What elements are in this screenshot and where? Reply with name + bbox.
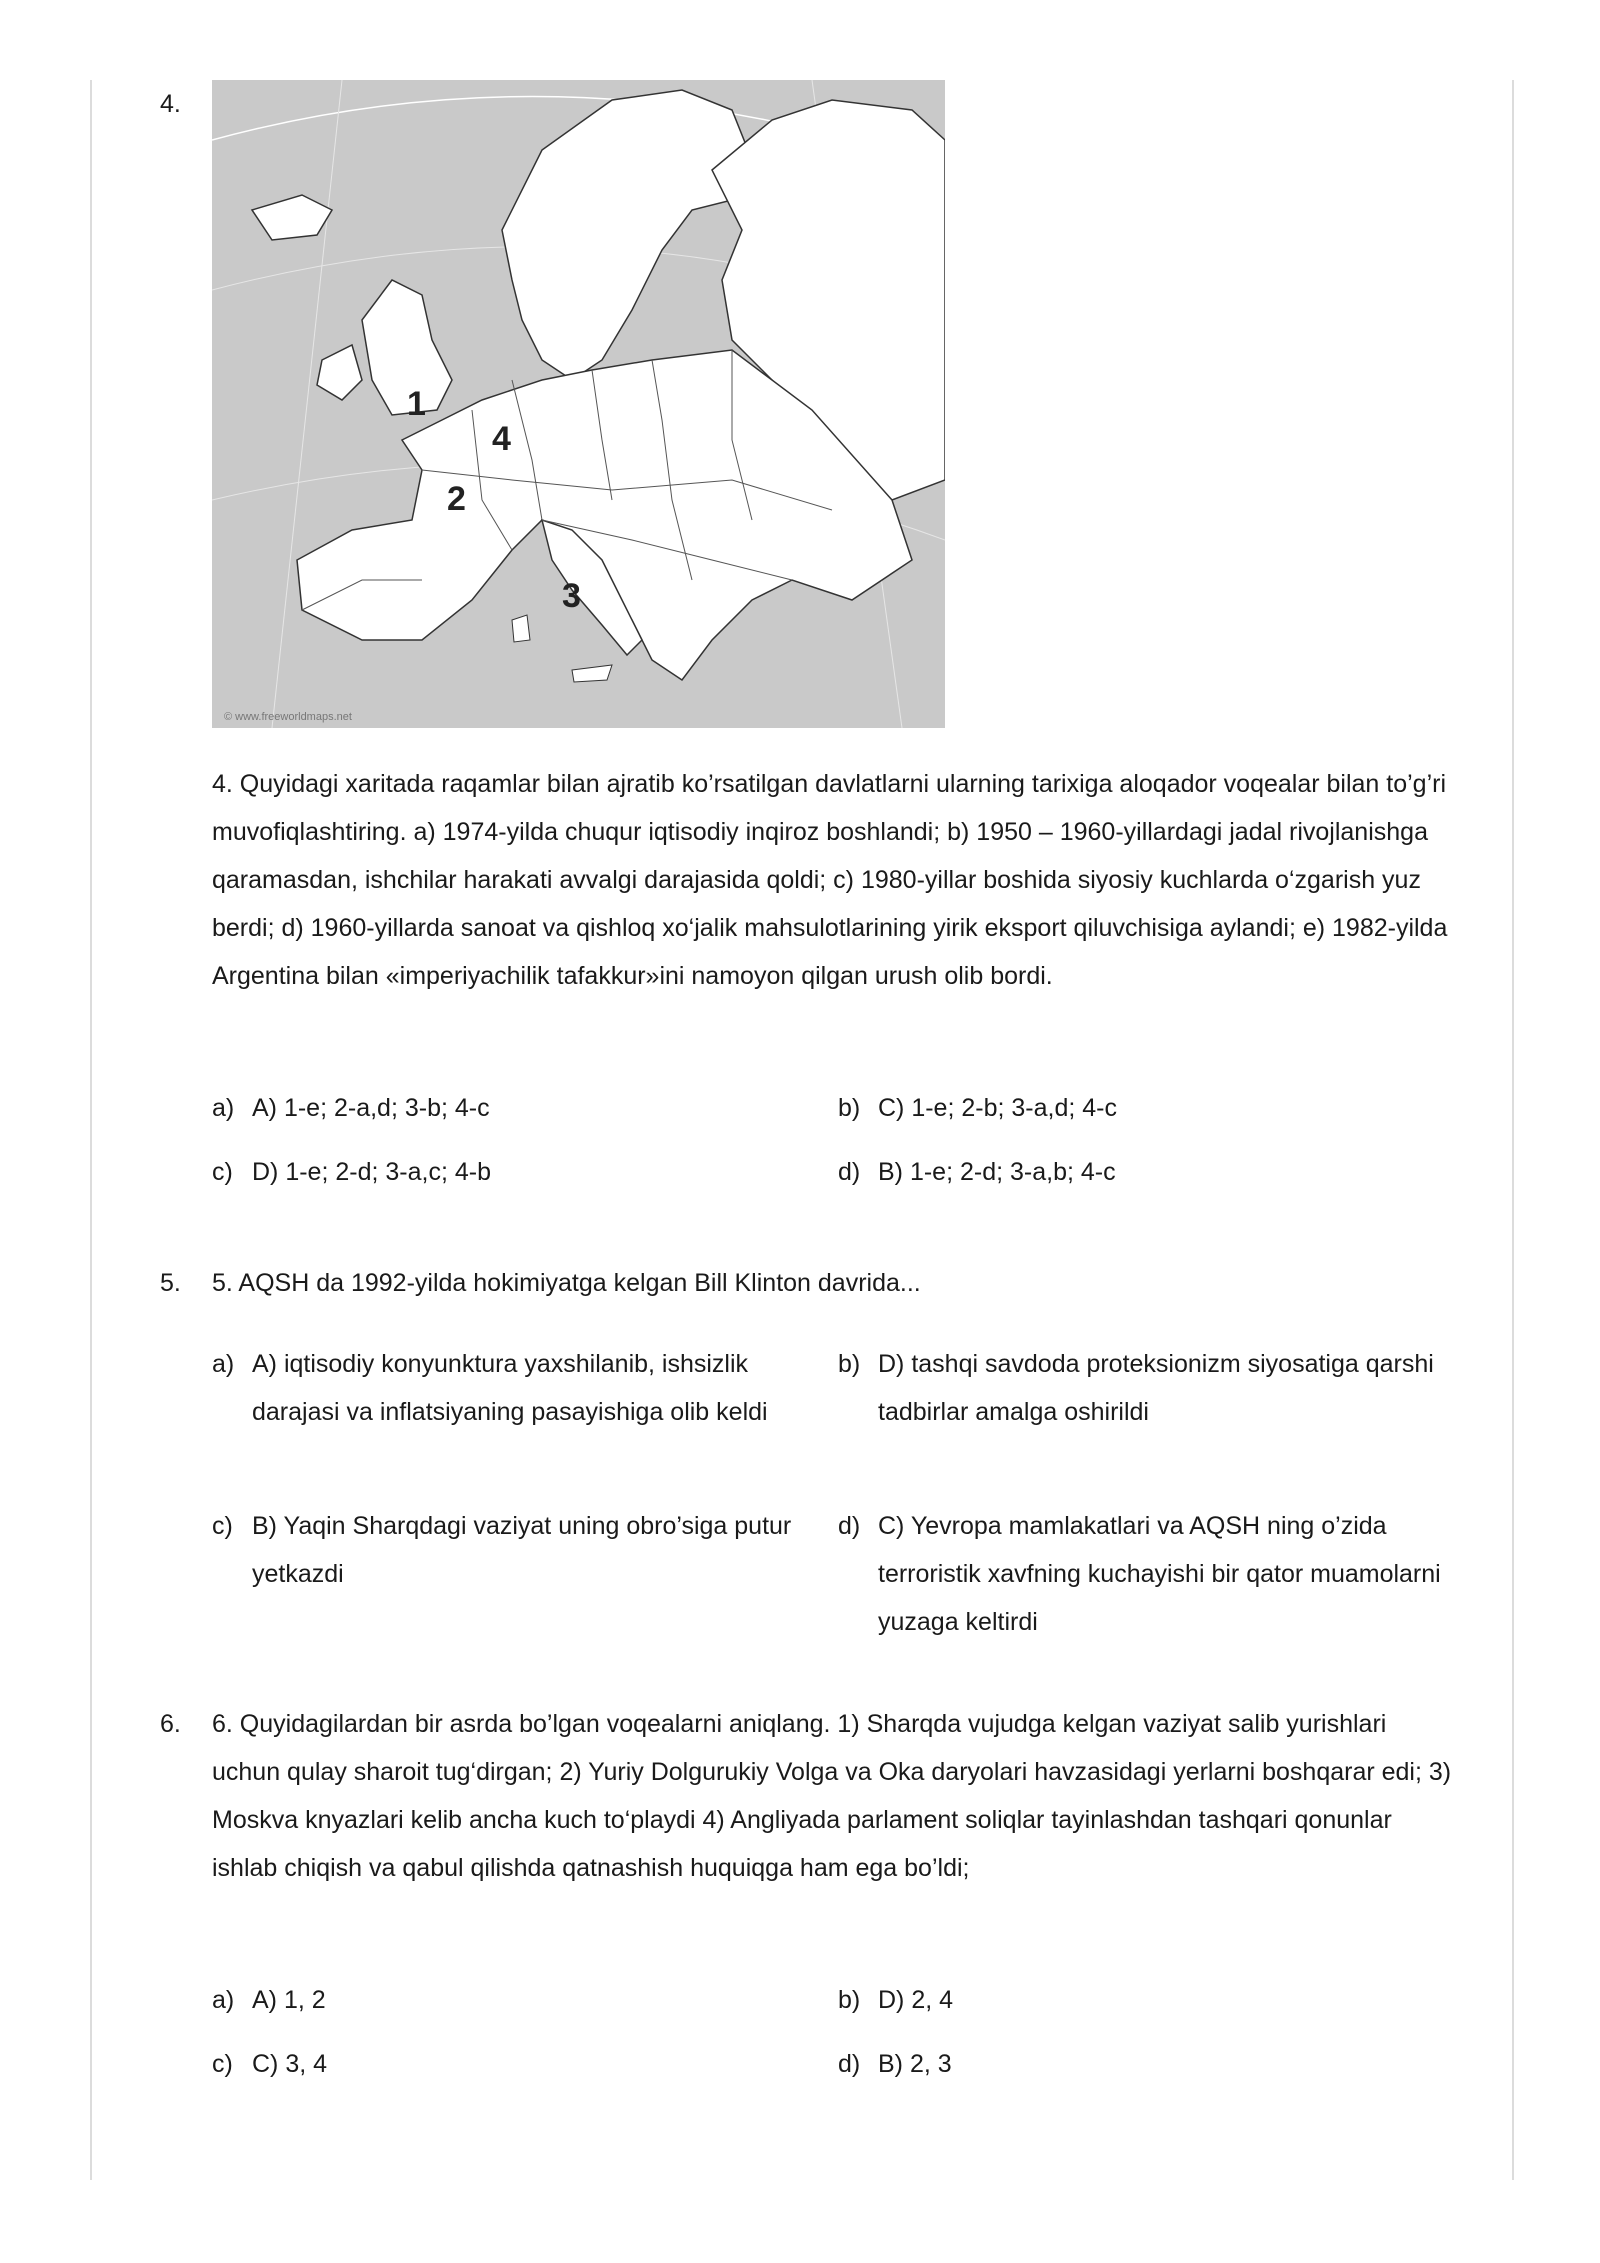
question-6-text: 6. Quyidagilardan bir asrda bo’lgan voqealarni aniqlang. 1) Sharqda vujudga kelgan vaziyat salib yurishlari uchun qulay sharoit tug‘dirgan; 2) Yuriy Dolgurukiy Volga va Oka daryolari havzasidagi yerlarni boshqarar edi; 3) Moskva knyazlari kelib ancha kuch to‘playdi 4) Angliyada parlament soliqlar tayinlashdan tashqari qonunlar ishlab chiqish va qabul qilishda qatnashish huquiqga ham ega bo’ldi;: [212, 1710, 1452, 1882]
option-letter: d): [838, 1512, 861, 1540]
option-letter: a): [212, 1350, 235, 1378]
option-text: C) Yevropa mamlakatlari va AQSH ning o’zida terroristik xavfning kuchayishi bir qator muamolarni yuzaga keltirdi: [878, 1512, 1441, 1636]
question-4-option-b[interactable]: [838, 1084, 1448, 1132]
option-text: D) 2, 4: [878, 1986, 954, 2014]
option-letter: a): [212, 1986, 235, 2014]
question-4-option-c[interactable]: [212, 1148, 772, 1196]
option-letter: b): [838, 1350, 861, 1378]
map-label-2: 2: [447, 480, 466, 518]
question-6-number: 6.: [160, 1710, 181, 1738]
option-letter: c): [212, 2050, 233, 2078]
option-letter: b): [838, 1094, 861, 1122]
question-5-number: 5.: [160, 1269, 181, 1297]
map-label-4: 4: [492, 420, 511, 458]
option-text: A) 1, 2: [252, 1986, 326, 2014]
option-letter: c): [212, 1158, 233, 1186]
option-text: B) Yaqin Sharqdagi vaziyat uning obro’siga putur yetkazdi: [252, 1512, 792, 1588]
question-4-option-d[interactable]: [838, 1148, 1448, 1196]
question-4-text: 4. Quyidagi xaritada raqamlar bilan ajratib ko’rsatilgan davlatlarni ularning tarixiga aloqador voqealar bilan to’g’ri muvofiqlashtiring. a) 1974-yilda chuqur iqtisodiy inqiroz boshlandi; b) 1950 – 1960-yillardagi jadal rivojlanishga qaramasdan, ishchilar harakati avvalgi darajasida qoldi; c) 1980-yillar boshida siyosiy kuchlarda o‘zgarish yuz berdi; d) 1960-yillarda sanoat va qishloq xo‘jalik mahsulotlarining yirik eksport qiluvchisiga aylandi; e) 1982-yilda Argentina bilan «imperiyachilik tafakkur»ini namoyon qilgan urush olib bordi.: [212, 770, 1448, 990]
europe-map-image: [212, 80, 945, 728]
question-6-option-b[interactable]: [838, 1976, 1448, 2024]
question-5-option-c[interactable]: [212, 1502, 812, 1598]
question-5-option-d[interactable]: [838, 1502, 1448, 1646]
map-label-1: 1: [407, 385, 426, 423]
question-6-option-d[interactable]: [838, 2040, 1448, 2088]
option-text: A) 1-e; 2-a,d; 3-b; 4-c: [252, 1094, 490, 1122]
map-watermark: © www.freeworldmaps.net: [224, 711, 352, 723]
question-5-option-a[interactable]: [212, 1340, 812, 1436]
question-6-option-c[interactable]: [212, 2040, 772, 2088]
option-letter: b): [838, 1986, 861, 2014]
option-letter: d): [838, 1158, 861, 1186]
option-text: C) 3, 4: [252, 2050, 328, 2078]
option-text: D) 1-e; 2-d; 3-a,c; 4-b: [252, 1158, 491, 1186]
question-5-option-b[interactable]: [838, 1340, 1448, 1436]
option-letter: c): [212, 1512, 233, 1540]
question-4-option-a[interactable]: [212, 1084, 772, 1132]
question-5-text: 5. AQSH da 1992-yilda hokimiyatga kelgan Bill Klinton davrida...: [212, 1269, 921, 1297]
europe-map: [212, 80, 945, 728]
option-text: C) 1-e; 2-b; 3-a,d; 4-c: [878, 1094, 1117, 1122]
option-text: D) tashqi savdoda proteksionizm siyosatiga qarshi tadbirlar amalga oshirildi: [878, 1350, 1434, 1426]
option-letter: d): [838, 2050, 861, 2078]
option-text: B) 1-e; 2-d; 3-a,b; 4-c: [878, 1158, 1116, 1186]
question-4-number: 4.: [160, 90, 181, 118]
option-text: A) iqtisodiy konyunktura yaxshilanib, ishsizlik darajasi va inflatsiyaning pasayishiga olib keldi: [252, 1350, 768, 1426]
map-label-3: 3: [562, 577, 581, 615]
option-text: B) 2, 3: [878, 2050, 952, 2078]
question-6-option-a[interactable]: [212, 1976, 772, 2024]
page-left-border: [90, 80, 92, 2180]
page-right-border: [1512, 80, 1514, 2180]
option-letter: a): [212, 1094, 235, 1122]
